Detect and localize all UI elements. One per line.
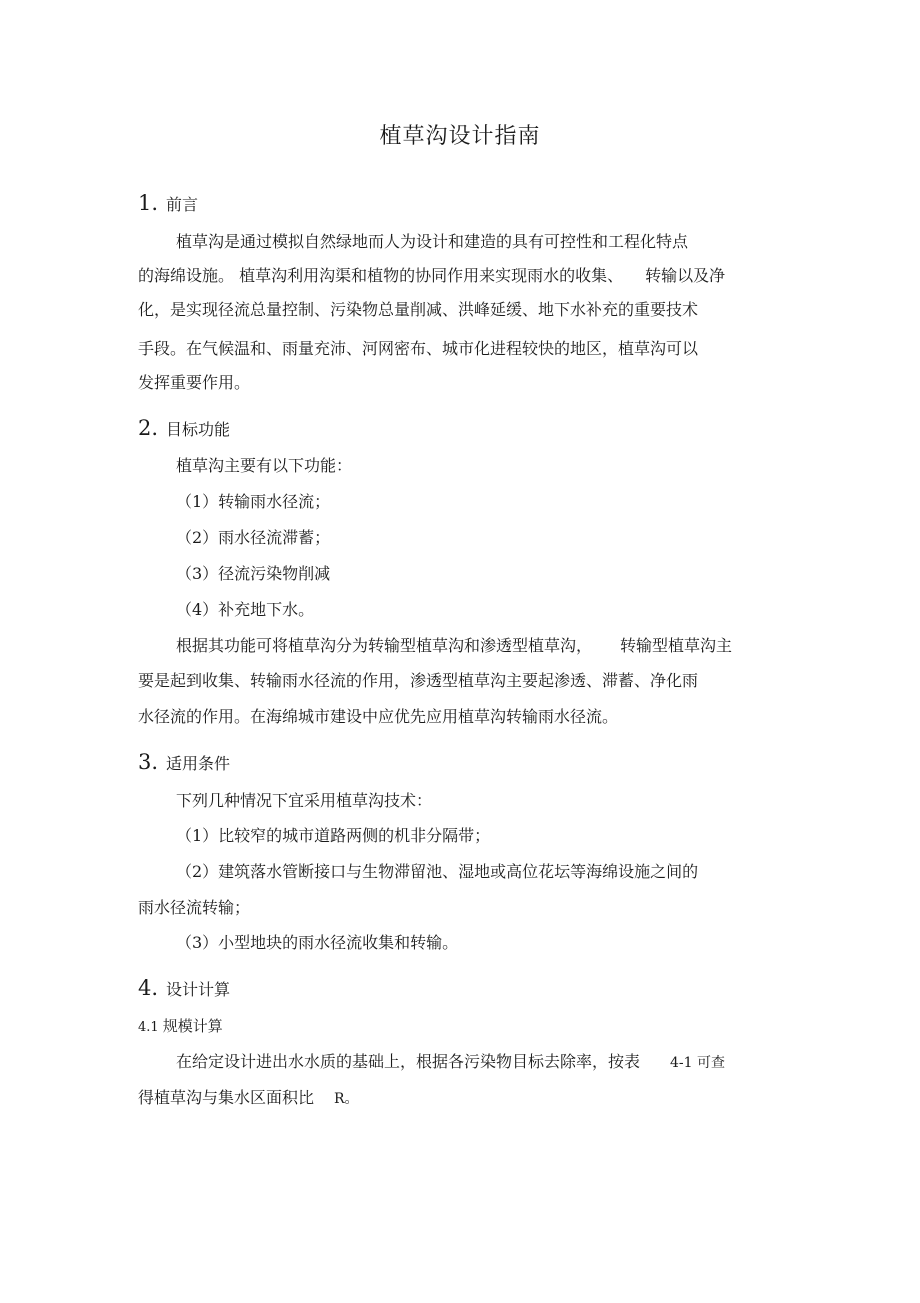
section-title: 适用条件 <box>166 754 231 773</box>
list-item-continuation: 雨水径流转输； <box>138 898 251 917</box>
paragraph-line <box>138 264 725 288</box>
paragraph-line: 植草沟是通过模拟自然绿地而人为设计和建造的具有可控性和工程化特点 <box>176 232 689 251</box>
paragraph-line: 化，是实现径流总量控制、污染物总量削减、洪峰延缓、地下水补充的重要技术 <box>138 300 699 319</box>
section-number: 4. <box>138 976 159 1000</box>
table-reference: 4-1 可查 <box>670 1055 726 1071</box>
subsection-number: 4.1 <box>138 1020 159 1035</box>
section-number: 2. <box>138 416 159 440</box>
text-fragment: 在给定设计进出水水质的基础上，根据各污染物目标去除率，按表 <box>176 1052 641 1071</box>
paragraph-line: 下列几种情况下宜采用植草沟技术： <box>176 791 433 810</box>
text-fragment: 得植草沟与集水区面积比 <box>138 1088 315 1107</box>
section-4-heading <box>138 976 230 1002</box>
list-item: （3）径流污染物削减 <box>176 564 331 583</box>
list-item: （4）补充地下水。 <box>176 600 315 619</box>
list-item: （1）转输雨水径流； <box>176 492 331 511</box>
section-title: 前言 <box>166 195 199 214</box>
section-number: 1. <box>138 191 159 215</box>
list-item: （3）小型地块的雨水径流收集和转输。 <box>176 933 459 952</box>
paragraph-line: 手段。在气候温和、雨量充沛、河网密布、城市化进程较快的地区，植草沟可以 <box>138 339 699 358</box>
page-title: 植草沟设计指南 <box>379 124 541 149</box>
text-fragment: 根据其功能可将植草沟分为转输型植草沟和渗透型植草沟， <box>176 636 593 655</box>
text-fragment: 的海绵设施。 植草沟利用沟渠和植物的协同作用来实现雨水的收集、 <box>138 266 624 285</box>
list-item: （2）雨水径流滞蓄； <box>176 528 331 547</box>
paragraph-line: 要是起到收集、转输雨水径流的作用，渗透型植草沟主要起渗透、滞蓄、净化雨 <box>138 671 699 690</box>
paragraph-line <box>176 634 732 658</box>
list-item: （2）建筑落水管断接口与生物滞留池、湿地或高位花坛等海绵设施之间的 <box>176 862 699 881</box>
variable-r: R。 <box>334 1091 359 1107</box>
paragraph-line <box>138 1086 359 1111</box>
section-1-heading <box>138 191 198 217</box>
subsection-title: 规模计算 <box>162 1017 223 1035</box>
text-fragment: 转输型植草沟主 <box>620 636 733 655</box>
paragraph-line: 发挥重要作用。 <box>138 373 251 392</box>
list-item: （1）比较窄的城市道路两侧的机非分隔带； <box>176 826 491 845</box>
paragraph-line: 水径流的作用。在海绵城市建设中应优先应用植草沟转输雨水径流。 <box>138 707 619 726</box>
section-number: 3. <box>138 750 159 774</box>
subsection-4-1-heading <box>138 1014 223 1040</box>
section-3-heading <box>138 750 230 776</box>
paragraph-line: 植草沟主要有以下功能： <box>176 456 353 475</box>
section-title: 目标功能 <box>166 420 231 439</box>
text-fragment: 转输以及净 <box>645 266 726 285</box>
section-title: 设计计算 <box>166 980 231 999</box>
section-2-heading <box>138 416 230 442</box>
paragraph-line <box>176 1050 725 1075</box>
